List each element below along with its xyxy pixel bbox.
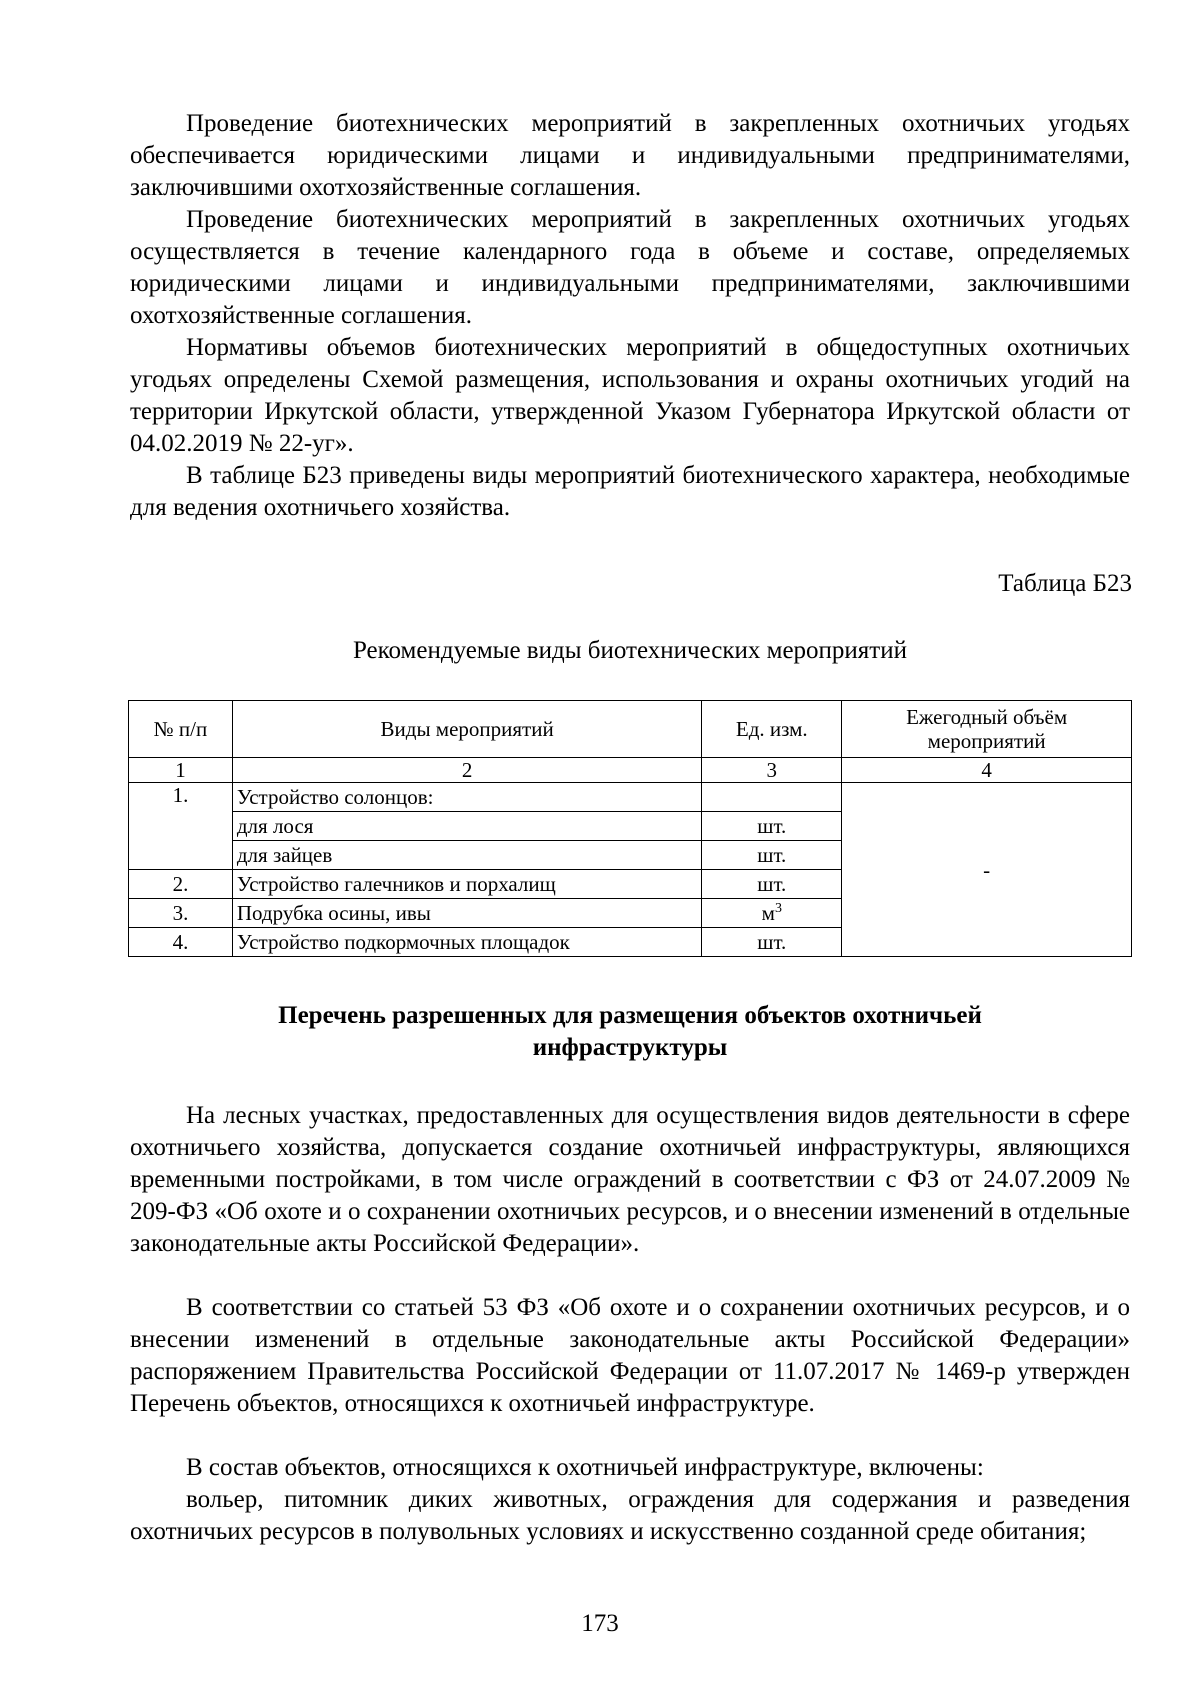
row-number-cell: 4. xyxy=(129,928,233,957)
activity-cell: для лося xyxy=(232,812,702,841)
unit-cell: шт. xyxy=(702,870,842,899)
unit-cell: шт. xyxy=(702,841,842,870)
activity-cell: для зайцев xyxy=(232,841,702,870)
unit-cell xyxy=(702,783,842,812)
unit-text: м xyxy=(761,901,775,925)
table-row xyxy=(129,783,1132,812)
unit-cell: шт. xyxy=(702,812,842,841)
column-number-cell: 3 xyxy=(702,758,842,783)
table-label: Таблица Б23 xyxy=(998,570,1132,597)
page-number: 173 xyxy=(581,1610,619,1637)
header-cell: Ежегодный объём мероприятий xyxy=(842,701,1132,758)
header-cell: № п/п xyxy=(129,701,233,758)
paragraph-6: В соответствии со статьей 53 ФЗ «Об охоте и о сохранении охотничьих ресурсов, и о внесении изменений в отдельные законодательные акты Российской Федерации» распоряжением Правительства Российской Федерации от 11.07.2017 № 1469-р утвержден Перечень объектов, относящихся к охотничьей инфраструктуре. xyxy=(130,1294,1130,1417)
column-number-cell: 4 xyxy=(842,758,1132,783)
paragraph-4: В таблице Б23 приведены виды мероприятий биотехнического характера, необходимые для ведения охотничьего хозяйства. xyxy=(130,462,1130,521)
row-number-cell: 3. xyxy=(129,899,233,928)
annual-volume-cell: - xyxy=(842,783,1132,957)
paragraph-3: Нормативы объемов биотехнических мероприятий в общедоступных охотничьих угодьях определены Схемой размещения, использования и охраны охотничьих угодий на территории Иркутской области, утвержденной Указом Губернатора Иркутской области от 04.02.2019 № 22-уг». xyxy=(130,334,1130,457)
paragraph-7: В состав объектов, относящихся к охотничьей инфраструктуре, включены: xyxy=(186,1454,984,1481)
row-number-cell: 2. xyxy=(129,870,233,899)
header-cell: Виды мероприятий xyxy=(232,701,702,758)
column-number-cell: 2 xyxy=(232,758,702,783)
activity-cell: Устройство галечников и порхалищ xyxy=(232,870,702,899)
activity-cell: Устройство подкормочных площадок xyxy=(232,928,702,957)
table-column-numbers-row xyxy=(129,758,1132,783)
table-header-row xyxy=(129,701,1132,758)
activity-cell: Подрубка осины, ивы xyxy=(232,899,702,928)
paragraph-8: вольер, питомник диких животных, ограждения для содержания и разведения охотничьих ресурсов в полувольных условиях и искусственно созданной среде обитания; xyxy=(130,1486,1130,1545)
section-heading-line-2: инфраструктуры xyxy=(532,1034,728,1061)
column-number-cell: 1 xyxy=(129,758,233,783)
activity-cell: Устройство солонцов: xyxy=(232,783,702,812)
unit-superscript: 3 xyxy=(774,901,782,916)
row-number-cell: 1. xyxy=(129,783,233,870)
section-heading-line-1: Перечень разрешенных для размещения объектов охотничьей xyxy=(278,1002,982,1029)
table-title: Рекомендуемые виды биотехнических мероприятий xyxy=(352,637,907,664)
section-heading xyxy=(130,1000,1130,1064)
paragraph-5: На лесных участках, предоставленных для осуществления видов деятельности в сфере охотничьего хозяйства, допускается создание охотничьей инфраструктуры, являющихся временными постройками, в том числе ограждений в соответствии с ФЗ от 24.07.2009 № 209-ФЗ «Об охоте и о сохранении охотничьих ресурсов, и о внесении изменений в отдельные законодательные акты Российской Федерации». xyxy=(130,1102,1130,1257)
unit-cell xyxy=(702,899,842,928)
paragraph-1: Проведение биотехнических мероприятий в закрепленных охотничьих угодьях обеспечивается юридическими лицами и индивидуальными предпринимателями, заключившими охотхозяйственные соглашения. xyxy=(130,110,1130,201)
header-cell: Ед. изм. xyxy=(702,701,842,758)
biotech-table xyxy=(128,700,1132,957)
unit-cell: шт. xyxy=(702,928,842,957)
paragraph-2: Проведение биотехнических мероприятий в закрепленных охотничьих угодьях осуществляется в течение календарного года в объеме и составе, определяемых юридическими лицами и индивидуальными предпринимателями, заключившими охотхозяйственные соглашения. xyxy=(130,206,1130,329)
